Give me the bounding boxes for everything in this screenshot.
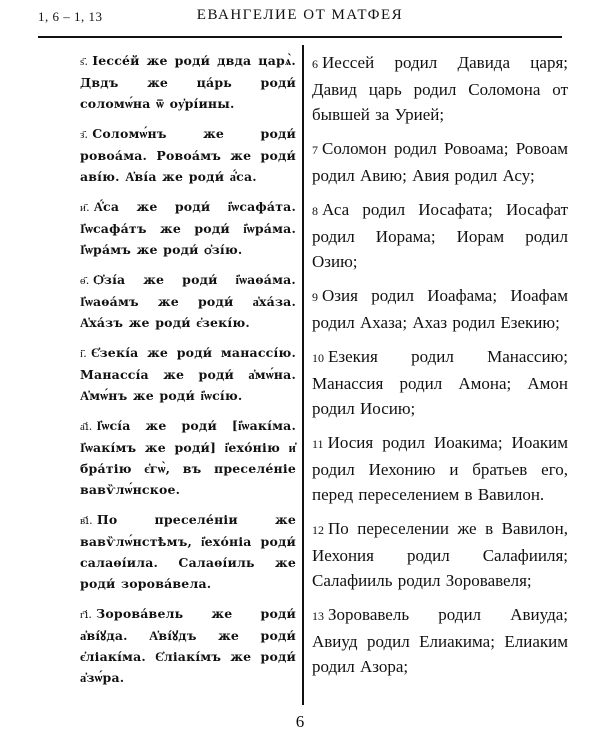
slavonic-verse bbox=[80, 269, 296, 333]
column-divider bbox=[302, 45, 304, 705]
verse-text: Иосия родил Иоакима; Иоаким родил Иехонию и братьев его, перед переселением в Вавилон. bbox=[312, 433, 568, 504]
verse-number: з҃. bbox=[80, 128, 89, 141]
slavonic-verse bbox=[80, 415, 296, 500]
verse-text: Іессе́й же роди́ двда царѧ̀. Двдъ же ца́рь роди́ соломѡ́на ѿ оу҆рі́ины. bbox=[80, 53, 296, 111]
verse-text: І҆ѡсі́а же роди́ [і҆ѡакі́ма. І҆ѡакі́мъ же роди́] і҆ехо́нію и҆ бра́тію є҆гѡ̀, въ преселе́ніе вавѷлѡ́нское. bbox=[80, 418, 296, 497]
russian-verse bbox=[312, 283, 568, 335]
verse-number: і҃. bbox=[80, 347, 87, 360]
verse-text: Озия родил Иоафама; Иоафам родил Ахаза; Ахаз родил Езекию; bbox=[312, 286, 568, 332]
verse-number: и҃. bbox=[80, 201, 90, 214]
verse-number: 13 bbox=[312, 609, 324, 623]
verse-text: Соломон родил Ровоама; Ровоам родил Авию; Авия родил Асу; bbox=[312, 139, 568, 185]
slavonic-verse bbox=[80, 603, 296, 688]
slavonic-verse bbox=[80, 342, 296, 406]
slavonic-verse bbox=[80, 50, 296, 114]
verse-text: Иессей родил Давида царя; Давид царь родил Соломона от бывшей за Урией; bbox=[312, 53, 568, 124]
russian-verse bbox=[312, 50, 568, 127]
verse-text: Зорова́вель же роди́ а҆ві́ꙋда. А҆ві́ꙋдъ же роди́ є҆ліакі́ма. Є҆ліакі́мъ же роди́ а҆зѡ́ра. bbox=[80, 606, 296, 685]
verse-text: По переселении же в Вавилон, Иехония родил Салафииля; Салафииль родил Зоровавеля; bbox=[312, 519, 568, 590]
russian-translation-column bbox=[312, 50, 568, 688]
verse-number: 9 bbox=[312, 290, 318, 304]
russian-verse bbox=[312, 602, 568, 679]
verse-number: в҃і. bbox=[80, 514, 93, 527]
russian-verse bbox=[312, 197, 568, 274]
verse-text: По преселе́ніи же вавѷлѡ́нстѣмъ, і҆ехо́ніа роди́ салаѳі́ила. Салаѳі́иль же роди́ зорова́вела. bbox=[80, 512, 296, 591]
russian-verse bbox=[312, 136, 568, 188]
russian-verse bbox=[312, 516, 568, 593]
slavonic-verse bbox=[80, 196, 296, 260]
verse-number: 12 bbox=[312, 523, 324, 537]
verse-number: 6 bbox=[312, 57, 318, 71]
verse-text: Соломѡ́нъ же роди́ ровоа́ма. Ровоа́мъ же роди́ аві́ю. А҆ві́а же роди́ а҆́са. bbox=[80, 126, 296, 184]
church-slavonic-column bbox=[80, 50, 296, 697]
header-rule bbox=[38, 36, 562, 38]
slavonic-verse bbox=[80, 123, 296, 187]
page-number: 6 bbox=[295, 712, 305, 731]
verse-number: 8 bbox=[312, 204, 318, 218]
verse-number: а҃і. bbox=[80, 420, 93, 433]
verse-text: Є҆зекі́а же роди́ манассі́ю. Манассі́а же роди́ а҆мѡ́на. А҆мѡ́нъ же роди́ і҆ѡсі́ю. bbox=[80, 345, 296, 403]
verse-text: Аса родил Иосафата; Иосафат родил Иорама; Иорам родил Озию; bbox=[312, 200, 568, 271]
verse-text: Ѻ҆зі́а же роди́ і҆ѡаѳа́ма. І҆ѡаѳа́мъ же роди́ а҆ха́за. А҆ха́зъ же роди́ є҆зекі́ю. bbox=[80, 272, 296, 330]
russian-verse bbox=[312, 430, 568, 507]
page-title: ЕВАНГЕЛИЕ ОТ МАТФЕЯ bbox=[196, 7, 404, 23]
verse-number: г҃і. bbox=[80, 608, 93, 621]
verse-text: Езекия родил Манассию; Манассия родил Амона; Амон родил Иосию; bbox=[312, 347, 568, 418]
verse-number: 10 bbox=[312, 351, 324, 365]
verse-number: ѳ҃. bbox=[80, 274, 90, 287]
page-header bbox=[38, 0, 562, 40]
russian-verse bbox=[312, 344, 568, 421]
verse-number: 7 bbox=[312, 143, 318, 157]
verse-text: А҆́са же роди́ і҆ѡсафа́та. І҆ѡсафа́тъ же роди́ і҆ѡра́ма. І҆ѡра́мъ же роди́ ѻ҆зі́ю. bbox=[80, 199, 296, 257]
slavonic-verse bbox=[80, 509, 296, 594]
verse-number: ѕ҃. bbox=[80, 55, 89, 68]
verse-text: Зоровавель родил Авиуда; Авиуд родил Елиакима; Елиаким родил Азора; bbox=[312, 605, 568, 676]
verse-number: 11 bbox=[312, 437, 324, 451]
chapter-verse-reference: 1, 6 – 1, 13 bbox=[38, 9, 103, 24]
